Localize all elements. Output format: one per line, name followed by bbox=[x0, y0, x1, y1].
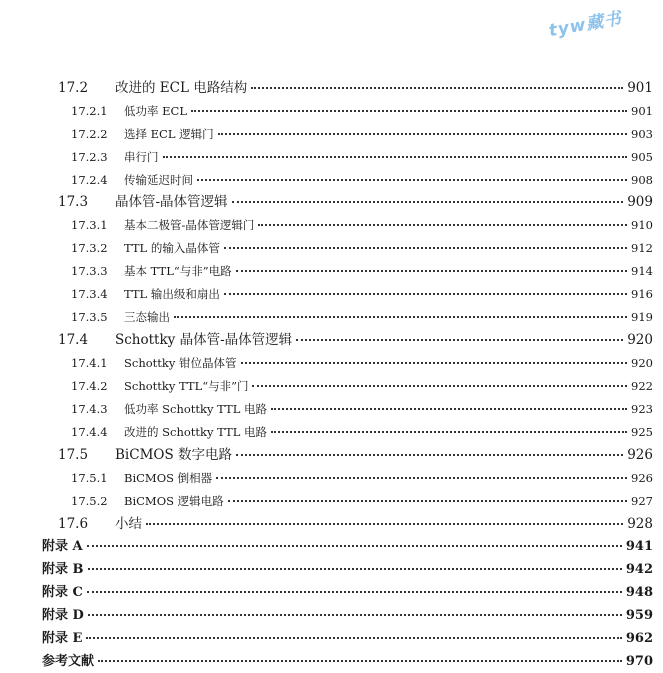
toc-entry-title: 低功率 ECL bbox=[124, 104, 187, 118]
toc-entry-number: 17.2 bbox=[58, 80, 89, 96]
dot-leader bbox=[224, 246, 627, 249]
toc-entry-title: 三态输出 bbox=[124, 310, 170, 324]
toc-entry-page: 926 bbox=[627, 447, 653, 463]
toc-entry[interactable] bbox=[0, 169, 663, 191]
toc-entry[interactable] bbox=[0, 605, 663, 627]
toc-entry[interactable] bbox=[0, 260, 663, 282]
toc-entry-page: 916 bbox=[631, 287, 653, 301]
toc-entry-page: 901 bbox=[631, 104, 653, 118]
toc-entry-title: Schottky TTL“与非”门 bbox=[124, 379, 249, 393]
toc-entry-page: 919 bbox=[631, 310, 653, 324]
toc-entry[interactable] bbox=[0, 628, 663, 650]
toc-entry[interactable] bbox=[0, 191, 663, 213]
toc-entry-page: 948 bbox=[625, 585, 653, 600]
toc-entry[interactable] bbox=[0, 490, 663, 512]
dot-leader bbox=[271, 407, 627, 410]
toc-entry[interactable] bbox=[0, 467, 663, 489]
toc-entry[interactable] bbox=[0, 582, 663, 604]
toc-entry-number: 17.5.2 bbox=[71, 494, 108, 508]
toc-entry-page: 912 bbox=[631, 241, 653, 255]
toc-entry[interactable] bbox=[0, 513, 663, 535]
toc-entry[interactable] bbox=[0, 123, 663, 145]
toc-entry-title: 传输延迟时间 bbox=[124, 173, 193, 187]
toc-entry-page: 905 bbox=[631, 150, 653, 164]
toc-entry-page: 920 bbox=[627, 332, 653, 348]
dot-leader bbox=[191, 109, 627, 112]
toc-entry-number: 17.4.2 bbox=[71, 379, 108, 393]
toc-entry[interactable] bbox=[0, 329, 663, 351]
toc-entry-title: 附录 B bbox=[42, 562, 84, 577]
toc-entry-number: 17.2.2 bbox=[71, 127, 108, 141]
toc-entry-title: TTL 输出级和扇出 bbox=[124, 287, 220, 301]
toc-entry-title: BiCMOS 数字电路 bbox=[115, 447, 232, 463]
toc-entry-title: 串行门 bbox=[124, 150, 159, 164]
toc-entry-title: 附录 E bbox=[42, 631, 83, 646]
toc-entry[interactable] bbox=[0, 559, 663, 581]
dot-leader bbox=[271, 430, 627, 433]
toc-entry[interactable] bbox=[0, 421, 663, 443]
toc-entry-page: 970 bbox=[625, 654, 653, 669]
toc-entry-title: 附录 A bbox=[42, 539, 83, 554]
dot-leader bbox=[87, 544, 622, 547]
toc-entry-number: 17.5 bbox=[58, 447, 89, 463]
toc-entry[interactable] bbox=[0, 651, 663, 673]
toc-entry[interactable] bbox=[0, 100, 663, 122]
dot-leader bbox=[251, 86, 623, 89]
toc-entry-title: BiCMOS 逻辑电路 bbox=[124, 494, 224, 508]
dot-leader bbox=[174, 315, 627, 318]
toc-entry-page: 959 bbox=[625, 608, 653, 623]
toc-entry-title: TTL 的输入晶体管 bbox=[124, 241, 220, 255]
dot-leader bbox=[87, 590, 622, 593]
toc-entry-number: 17.2.3 bbox=[71, 150, 108, 164]
dot-leader bbox=[236, 269, 627, 272]
dot-leader bbox=[252, 384, 627, 387]
toc-entry-page: 909 bbox=[627, 194, 653, 210]
toc-entry-number: 17.3.4 bbox=[71, 287, 108, 301]
toc-entry-number: 17.6 bbox=[58, 516, 89, 532]
dot-leader bbox=[258, 223, 627, 226]
toc-entry-page: 926 bbox=[631, 471, 653, 485]
toc-entry-title: Schottky 钳位晶体管 bbox=[124, 356, 237, 370]
dot-leader bbox=[88, 567, 622, 570]
toc-entry-page: 908 bbox=[631, 173, 653, 187]
toc-entry-page: 914 bbox=[631, 264, 653, 278]
toc-entry-title: 选择 ECL 逻辑门 bbox=[124, 127, 214, 141]
toc-entry-page: 925 bbox=[631, 425, 653, 439]
toc-entry-page: 910 bbox=[631, 218, 653, 232]
toc-entry-number: 17.3.3 bbox=[71, 264, 108, 278]
dot-leader bbox=[296, 338, 623, 341]
toc-entry[interactable] bbox=[0, 283, 663, 305]
dot-leader bbox=[146, 522, 623, 525]
toc-entry-page: 962 bbox=[625, 631, 653, 646]
toc-entry-number: 17.2.4 bbox=[71, 173, 108, 187]
toc-entry[interactable] bbox=[0, 214, 663, 236]
dot-leader bbox=[228, 499, 627, 502]
toc-entry-number: 17.3.5 bbox=[71, 310, 108, 324]
toc-entry[interactable] bbox=[0, 375, 663, 397]
toc-entry-number: 17.4.1 bbox=[71, 356, 108, 370]
dot-leader bbox=[218, 132, 627, 135]
toc-entry[interactable] bbox=[0, 444, 663, 466]
toc-entry-page: 941 bbox=[625, 539, 653, 554]
dot-leader bbox=[232, 200, 624, 203]
toc-entry-title: 基本 TTL“与非”电路 bbox=[124, 264, 232, 278]
toc-entry-title: 低功率 Schottky TTL 电路 bbox=[124, 402, 268, 416]
toc-entry[interactable] bbox=[0, 306, 663, 328]
toc-entry-number: 17.2.1 bbox=[71, 104, 108, 118]
toc-entry[interactable] bbox=[0, 77, 663, 99]
dot-leader bbox=[197, 178, 627, 181]
dot-leader bbox=[224, 292, 627, 295]
toc-entry-number: 17.4 bbox=[58, 332, 89, 348]
toc-entry-page: 928 bbox=[627, 516, 653, 532]
toc-entry-page: 923 bbox=[631, 402, 653, 416]
toc-entry[interactable] bbox=[0, 237, 663, 259]
toc-entry-title: 附录 D bbox=[42, 608, 84, 623]
toc-entry-title: 改进的 Schottky TTL 电路 bbox=[124, 425, 268, 439]
dot-leader bbox=[216, 476, 627, 479]
toc-entry-number: 17.5.1 bbox=[71, 471, 108, 485]
dot-leader bbox=[88, 613, 622, 616]
toc-entry-page: 920 bbox=[631, 356, 653, 370]
toc-entry-page: 901 bbox=[627, 80, 653, 96]
toc-entry-title: BiCMOS 倒相器 bbox=[124, 471, 213, 485]
dot-leader bbox=[241, 361, 628, 364]
dot-leader bbox=[86, 636, 621, 639]
toc-entry-title: 晶体管-晶体管逻辑 bbox=[115, 194, 228, 210]
toc-entry-number: 17.4.4 bbox=[71, 425, 108, 439]
toc-entry-page: 903 bbox=[631, 127, 653, 141]
toc-entry[interactable] bbox=[0, 536, 663, 558]
toc-entry[interactable] bbox=[0, 146, 663, 168]
dot-leader bbox=[236, 453, 623, 456]
toc-entry-number: 17.3 bbox=[58, 194, 89, 210]
watermark: tyw藏书 bbox=[547, 8, 624, 42]
toc-entry-number: 17.3.2 bbox=[71, 241, 108, 255]
toc-entry-title: 基本二极管-晶体管逻辑门 bbox=[124, 218, 255, 232]
toc-entry[interactable] bbox=[0, 398, 663, 420]
toc-entry-title: Schottky 晶体管-晶体管逻辑 bbox=[115, 332, 293, 348]
toc-entry-title: 改进的 ECL 电路结构 bbox=[115, 80, 248, 96]
toc-entry-title: 附录 C bbox=[42, 585, 83, 600]
toc-entry-page: 927 bbox=[631, 494, 653, 508]
toc-entry-page: 922 bbox=[631, 379, 653, 393]
dot-leader bbox=[163, 155, 628, 158]
toc-entry-number: 17.3.1 bbox=[71, 218, 108, 232]
toc-entry-title: 参考文献 bbox=[42, 654, 95, 669]
toc-entry-number: 17.4.3 bbox=[71, 402, 108, 416]
dot-leader bbox=[98, 659, 622, 662]
toc-entry-title: 小结 bbox=[115, 516, 142, 532]
toc-entry[interactable] bbox=[0, 352, 663, 374]
toc-entry-page: 942 bbox=[625, 562, 653, 577]
